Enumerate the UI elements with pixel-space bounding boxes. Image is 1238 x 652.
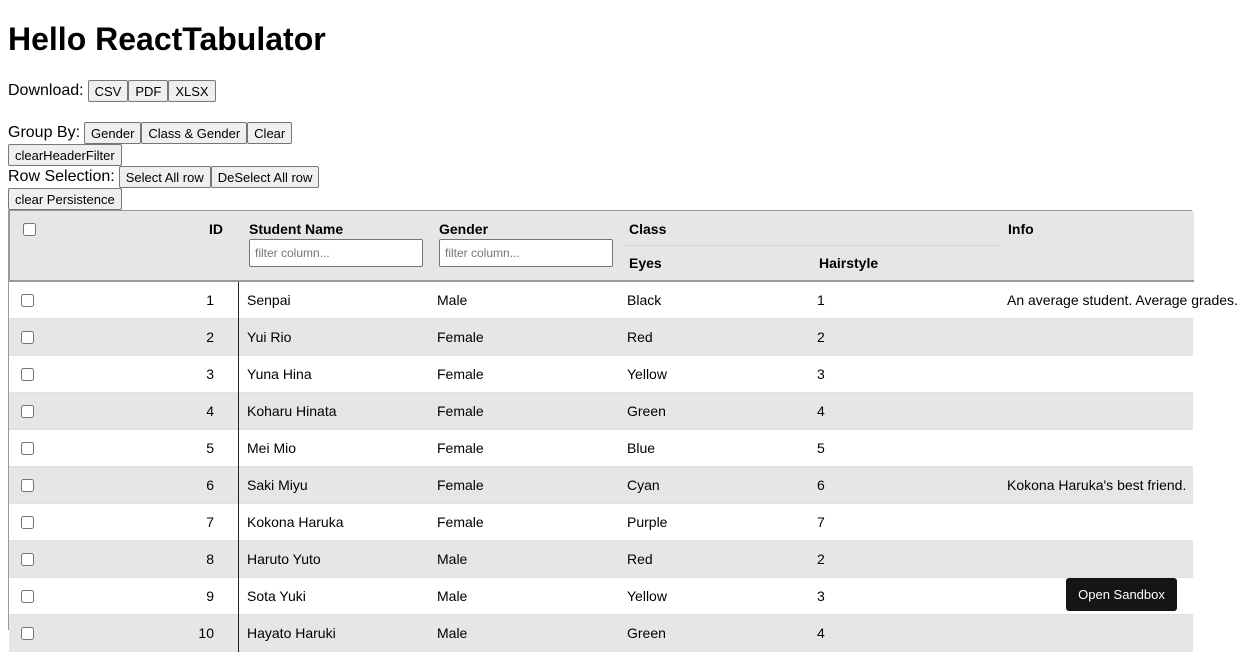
cell-hairstyle: 6 [817,477,825,493]
cell-gender: Female [437,329,484,345]
table-row[interactable] [9,282,1238,319]
row-select-checkbox[interactable] [21,405,34,418]
cell-id: 5 [206,440,214,456]
frozen-column-divider [238,578,239,615]
cell-eyes: Green [627,625,666,641]
cell-name: Haruto Yuto [247,551,321,567]
cell-eyes: Green [627,403,666,419]
frozen-column-divider [238,504,239,541]
cell-info: Kokona Haruka's best friend. [1007,477,1187,493]
download-row [8,80,216,102]
row-select-checkbox[interactable] [21,479,34,492]
cell-gender: Male [437,588,468,604]
group-by-label: Group By: [8,124,81,141]
open-sandbox-button[interactable]: Open Sandbox [1066,578,1177,611]
cell-hairstyle: 2 [817,329,825,345]
cell-eyes: Yellow [627,588,667,604]
cell-gender: Male [437,292,468,308]
cell-info [1007,504,1185,541]
cell-id: 10 [198,625,214,641]
row-select-checkbox[interactable] [21,590,34,603]
group-by-row [8,122,292,144]
frozen-column-divider [238,393,239,430]
row-select-cell [21,319,41,356]
cell-info [1007,319,1185,356]
cell-info [1007,430,1185,467]
table-row[interactable] [9,430,1193,467]
row-select-cell [21,504,41,541]
cell-hairstyle: 4 [817,625,825,641]
row-select-checkbox[interactable] [21,442,34,455]
row-select-cell [21,356,41,393]
download-csv-button[interactable]: CSV [88,80,129,102]
table-row[interactable] [9,356,1193,393]
download-pdf-button[interactable]: PDF [128,80,168,102]
cell-eyes: Red [627,329,653,345]
cell-info: An average student. Average grades. [1007,292,1238,308]
cell-id: 6 [206,477,214,493]
cell-name: Saki Miyu [247,477,308,493]
cell-gender: Female [437,477,484,493]
row-select-checkbox[interactable] [21,627,34,640]
row-selection-label: Row Selection: [8,168,115,185]
cell-name: Senpai [247,292,291,308]
column-group-divider [622,245,1002,246]
group-by-gender-button[interactable]: Gender [84,122,141,144]
student-table [8,210,1238,641]
gender-filter-input[interactable] [439,239,613,267]
cell-info [1007,393,1185,430]
frozen-column-divider [238,467,239,504]
cell-hairstyle: 4 [817,403,825,419]
cell-gender: Female [437,514,484,530]
cell-gender: Male [437,625,468,641]
row-select-cell [21,578,41,615]
table-header: ID Student Name filter column... Gender filter column... Class Eyes Hairstyle Info [9,211,1194,282]
cell-gender: Female [437,403,484,419]
row-select-cell [21,615,41,652]
table-row[interactable] [9,578,1193,615]
cell-hairstyle: 1 [817,292,825,308]
cell-id: 2 [206,329,214,345]
cell-gender: Male [437,551,468,567]
cell-hairstyle: 2 [817,551,825,567]
cell-name: Sota Yuki [247,588,306,604]
download-label: Download: [8,82,84,99]
cell-name: Koharu Hinata [247,403,337,419]
row-select-cell [21,393,41,430]
cell-eyes: Black [627,292,662,308]
select-all-checkbox[interactable] [23,223,36,236]
cell-info [1007,541,1185,578]
table-body [9,282,1238,652]
clear-persistence-row [8,188,122,210]
table-row[interactable] [9,319,1193,356]
cell-eyes: Red [627,551,653,567]
download-xlsx-button[interactable]: XLSX [168,80,215,102]
cell-name: Yuna Hina [247,366,312,382]
row-select-checkbox[interactable] [21,331,34,344]
student-name-filter-input[interactable] [249,239,423,267]
cell-hairstyle: 3 [817,588,825,604]
cell-id: 3 [206,366,214,382]
cell-eyes: Yellow [627,366,667,382]
cell-name: Kokona Haruka [247,514,344,530]
cell-id: 8 [206,551,214,567]
page-title: Hello ReactTabulator [8,21,326,57]
clear-header-filter-button[interactable]: clearHeaderFilter [8,144,122,166]
row-select-checkbox[interactable] [21,516,34,529]
cell-id: 7 [206,514,214,530]
cell-info [1007,615,1185,652]
clear-persistence-button[interactable]: clear Persistence [8,188,122,210]
table-row[interactable] [9,393,1193,430]
row-select-checkbox[interactable] [21,553,34,566]
cell-name: Mei Mio [247,440,297,456]
deselect-all-rows-button[interactable]: DeSelect All row [211,166,320,188]
group-by-class-gender-button[interactable]: Class & Gender [141,122,247,144]
cell-hairstyle: 3 [817,366,825,382]
group-by-clear-button[interactable]: Clear [247,122,292,144]
cell-hairstyle: 7 [817,514,825,530]
cell-eyes: Blue [627,440,656,456]
select-all-rows-button[interactable]: Select All row [119,166,211,188]
frozen-column-divider [238,541,239,578]
cell-name: Hayato Haruki [247,625,336,641]
table-row[interactable] [9,615,1193,652]
row-select-checkbox[interactable] [21,294,34,307]
cell-id: 9 [206,588,214,604]
cell-gender: Female [437,366,484,382]
row-select-cell [21,430,41,467]
frozen-column-divider [238,430,239,467]
cell-id: 4 [206,403,214,419]
row-select-cell [21,282,41,319]
row-select-cell [21,541,41,578]
table-row[interactable] [9,504,1193,541]
frozen-column-divider [238,319,239,356]
cell-hairstyle: 5 [817,440,825,456]
cell-eyes: Purple [627,514,668,530]
frozen-column-divider [238,356,239,393]
cell-info [1007,356,1185,393]
table-row[interactable] [9,541,1193,578]
cell-id: 1 [206,292,214,308]
frozen-column-divider [238,282,239,319]
clear-filter-row [8,144,122,166]
cell-name: Yui Rio [247,329,292,345]
table-row[interactable] [9,467,1193,504]
frozen-column-divider [238,615,239,652]
row-select-cell [21,467,41,504]
row-select-checkbox[interactable] [21,368,34,381]
cell-gender: Female [437,440,484,456]
row-selection-row [8,166,319,188]
cell-eyes: Cyan [627,477,660,493]
